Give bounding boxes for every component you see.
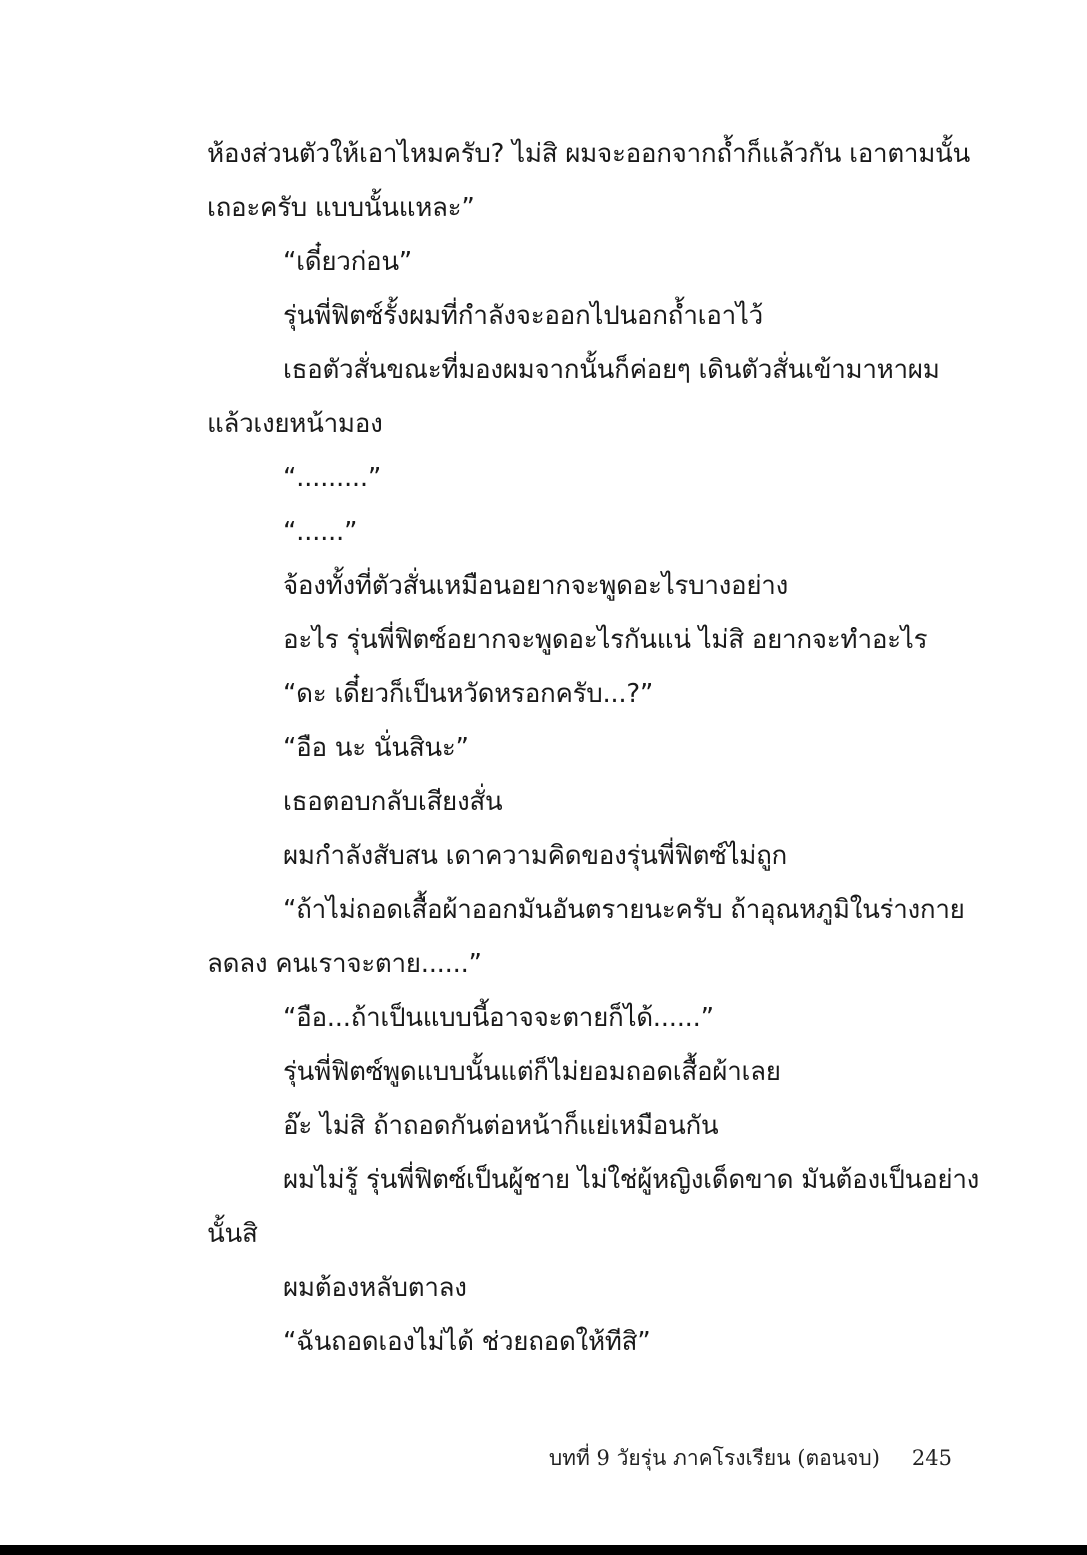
text-line: “ฉันถอดเองไม่ได้ ช่วยถอดให้ทีสิ” bbox=[283, 1327, 651, 1357]
text-line: ผมต้องหลับตาลง bbox=[283, 1273, 467, 1303]
page-body bbox=[207, 127, 980, 1369]
text-line: เธอตัวสั่นขณะที่มองผมจากนั้นก็ค่อยๆ เดินตัวสั่นเข้ามาหาผม bbox=[283, 355, 940, 385]
text-line: อะไร รุ่นพี่ฟิตซ์อยากจะพูดอะไรกันแน่ ไม่สิ อยากจะทำอะไร bbox=[283, 625, 928, 655]
text-line: “ดะ เดี๋ยวก็เป็นหวัดหรอกครับ...?” bbox=[283, 679, 654, 709]
text-line: นั้นสิ bbox=[207, 1219, 258, 1249]
text-line: จ้องทั้งที่ตัวสั่นเหมือนอยากจะพูดอะไรบางอย่าง bbox=[283, 571, 788, 601]
page-number: 245 bbox=[911, 1446, 952, 1470]
chapter-title: บทที่ 9 วัยรุ่น ภาคโรงเรียน (ตอนจบ) bbox=[548, 1446, 880, 1470]
text-line: “.........” bbox=[283, 463, 382, 493]
text-line: รุ่นพี่ฟิตซ์รั้งผมที่กำลังจะออกไปนอกถ้ำเอาไว้ bbox=[283, 301, 763, 331]
text-line: “เดี๋ยวก่อน” bbox=[283, 247, 412, 277]
text-line: ผมไม่รู้ รุ่นพี่ฟิตซ์เป็นผู้ชาย ไม่ใช่ผู้หญิงเด็ดขาด มันต้องเป็นอย่าง bbox=[283, 1165, 980, 1195]
text-line: “อือ นะ นั่นสินะ” bbox=[283, 733, 469, 763]
text-line: เธอตอบกลับเสียงสั่น bbox=[283, 787, 503, 817]
text-line: แล้วเงยหน้ามอง bbox=[207, 409, 383, 439]
text-line: ห้องส่วนตัวให้เอาไหมครับ? ไม่สิ ผมจะออกจากถ้ำก็แล้วกัน เอาตามนั้น bbox=[207, 139, 970, 169]
text-line: “......” bbox=[283, 517, 358, 547]
text-line: “ถ้าไม่ถอดเสื้อผ้าออกมันอันตรายนะครับ ถ้าอุณหภูมิในร่างกาย bbox=[283, 895, 965, 925]
bottom-bar bbox=[0, 1545, 1087, 1555]
text-line: ลดลง คนเราจะตาย......” bbox=[207, 949, 482, 979]
page-footer bbox=[520, 1440, 952, 1476]
text-line: อ๊ะ ไม่สิ ถ้าถอดกันต่อหน้าก็แย่เหมือนกัน bbox=[283, 1111, 719, 1141]
text-line: รุ่นพี่ฟิตซ์พูดแบบนั้นแต่ก็ไม่ยอมถอดเสื้อผ้าเลย bbox=[283, 1057, 781, 1087]
text-line: เถอะครับ แบบนั้นแหละ” bbox=[207, 193, 475, 223]
text-line: ผมกำลังสับสน เดาความคิดของรุ่นพี่ฟิตซ์ไม่ถูก bbox=[283, 841, 788, 871]
text-line: “อือ...ถ้าเป็นแบบนี้อาจจะตายก็ได้......” bbox=[283, 1003, 714, 1033]
